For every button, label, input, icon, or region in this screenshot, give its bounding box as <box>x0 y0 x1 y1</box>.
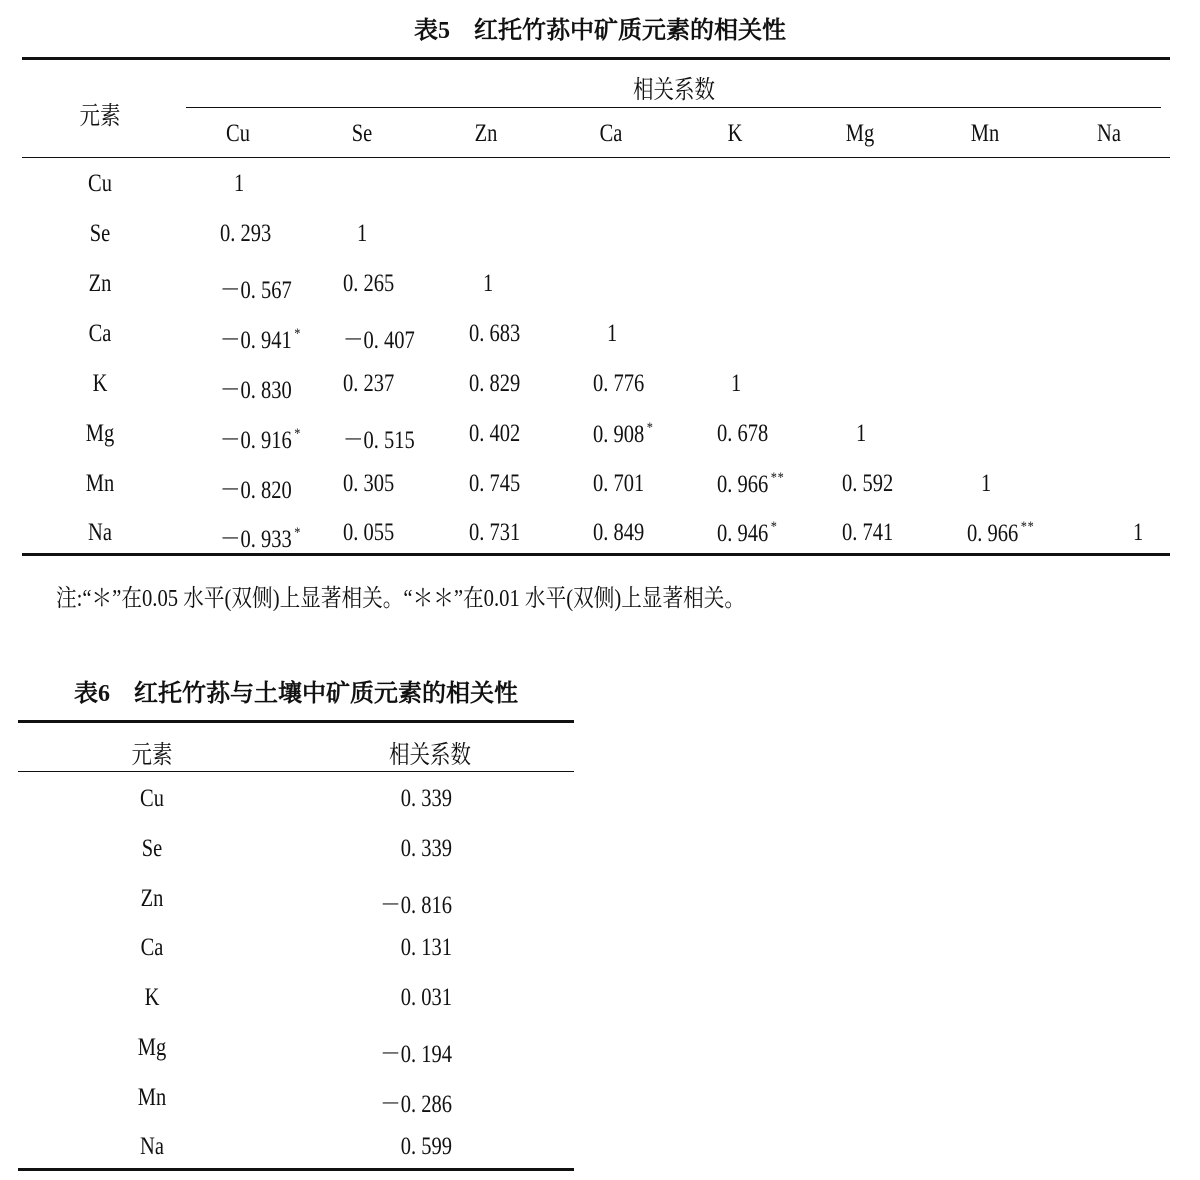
table6-element: Se <box>141 835 163 862</box>
significance-mark: * <box>646 420 654 436</box>
table5-cell <box>593 370 644 398</box>
table5-row-label-mg: Mg <box>85 420 115 447</box>
table5-row-label-na: Na <box>88 519 112 546</box>
table6-header-element: 元素 <box>131 742 173 769</box>
table5-cell-value: －0. 407 <box>343 327 415 354</box>
table5-bottom-rule <box>22 553 1170 556</box>
table5-cell <box>343 270 394 298</box>
table5-cell <box>220 370 292 406</box>
table6-element: Mg <box>137 1034 167 1061</box>
table6-header-coef: 相关系数 <box>388 742 471 769</box>
table5-cell <box>593 420 654 449</box>
table5-cell <box>967 519 1035 548</box>
table5-row-header: 元素 <box>79 103 121 130</box>
table5-cell-value: －0. 916 <box>220 427 292 454</box>
table5-cell-value: 1 <box>483 270 494 297</box>
table5-cell <box>717 420 768 448</box>
table5-cell <box>856 420 866 448</box>
table5-cell-value: 0. 966 <box>967 520 1019 547</box>
table5-row-label-ca: Ca <box>88 320 112 347</box>
table6-coefficient: 0. 031 <box>400 984 452 1011</box>
table5-col-header-mn: Mn <box>970 120 1000 147</box>
table5-cell <box>343 320 415 356</box>
table5-cell-value: 0. 237 <box>343 370 395 397</box>
table5-cell-value: －0. 933 <box>220 526 292 553</box>
table5-top-rule <box>22 57 1170 60</box>
table6-coefficient: －0. 816 <box>380 892 452 919</box>
table5-cell-value: 1 <box>1133 519 1144 546</box>
table6-element: K <box>144 984 160 1011</box>
table6-coefficient: 0. 599 <box>400 1133 452 1160</box>
table6-element: Ca <box>140 934 164 961</box>
significance-mark: * <box>770 519 778 535</box>
table5-cell <box>343 519 394 547</box>
table5-cell <box>469 320 520 348</box>
significance-mark: * <box>294 326 302 342</box>
table5-cell <box>357 220 367 248</box>
table5-cell-value: 0. 829 <box>469 370 521 397</box>
table5-col-header-se: Se <box>351 120 373 147</box>
table6-element: Na <box>140 1133 164 1160</box>
table5-cell <box>469 370 520 398</box>
table5-cell <box>483 270 493 298</box>
table5-cell-value: －0. 515 <box>343 427 415 454</box>
table5-cell <box>607 320 617 348</box>
table5-cell-value: 0. 701 <box>593 470 645 497</box>
table5-cell <box>220 470 292 506</box>
table5-cell <box>220 420 301 456</box>
table5-cell <box>343 370 394 398</box>
table5-cell <box>469 420 520 448</box>
table5-cell-value: 0. 592 <box>842 470 894 497</box>
table5-cell-value: 1 <box>856 420 867 447</box>
table5-cell <box>343 470 394 498</box>
table6-bottom-rule <box>18 1168 574 1171</box>
table5-col-header-na: Na <box>1097 120 1121 147</box>
table6-element: Cu <box>140 785 164 812</box>
table5-cell <box>717 470 785 499</box>
table5-cell <box>842 519 893 547</box>
significance-mark: ** <box>1020 519 1035 535</box>
table5-cell <box>1133 519 1143 547</box>
table5-col-header-cu: Cu <box>226 120 250 147</box>
table6-coefficient: 0. 131 <box>400 934 452 961</box>
table5-col-header-mg: Mg <box>845 120 875 147</box>
table5-cell-value: 0. 265 <box>343 270 395 297</box>
table5-cell <box>717 519 778 548</box>
table5-cell-value: 0. 678 <box>717 420 769 447</box>
table5-cell-value: 0. 305 <box>343 470 395 497</box>
table5-cell-value: 0. 683 <box>469 320 521 347</box>
table5-cell-value: 1 <box>607 320 618 347</box>
table6-coefficient: －0. 194 <box>380 1041 452 1068</box>
table5-cell <box>981 470 991 498</box>
table5-cell-value: 1 <box>981 470 992 497</box>
table6-top-rule <box>18 720 574 723</box>
table5-cell-value: 0. 966 <box>717 471 769 498</box>
table5-row-label-mn: Mn <box>85 470 115 497</box>
table5-group-rule <box>186 107 1161 108</box>
table5-cell-value: －0. 820 <box>220 477 292 504</box>
table5-cell-value: 0. 946 <box>717 520 769 547</box>
table5-cell-value: －0. 941 <box>220 327 292 354</box>
table5-cell-value: 0. 731 <box>469 519 521 546</box>
table5-cell-value: 0. 745 <box>469 470 521 497</box>
table5-cell-value: －0. 830 <box>220 377 292 404</box>
table5-cell <box>234 170 244 198</box>
table5-cell-value: 0. 402 <box>469 420 521 447</box>
table6-coefficient: 0. 339 <box>400 835 452 862</box>
table5-col-header-zn: Zn <box>474 120 498 147</box>
significance-mark: * <box>294 426 302 442</box>
table5-cell-value: －0. 567 <box>220 277 292 304</box>
table5-col-header-ca: Ca <box>599 120 623 147</box>
table5-cell <box>220 270 292 306</box>
table5-cell <box>220 320 301 356</box>
table5-cell-value: 0. 741 <box>842 519 894 546</box>
table5-cell-value: 0. 293 <box>220 220 272 247</box>
table6-coefficient: 0. 339 <box>400 785 452 812</box>
table5-row-label-se: Se <box>89 220 111 247</box>
table5-cell <box>220 519 301 555</box>
table6-caption: 表6 红托竹荪与土壤中矿质元素的相关性 <box>74 681 518 707</box>
significance-mark: * <box>294 525 302 541</box>
table5-cell <box>731 370 741 398</box>
table5-cell <box>343 420 415 456</box>
table5-cell-value: 1 <box>234 170 245 197</box>
table6-element: Zn <box>140 885 164 912</box>
table6-element: Mn <box>137 1084 167 1111</box>
table5-cell-value: 0. 908 <box>593 421 645 448</box>
table5-row-label-k: K <box>92 370 108 397</box>
table6-header-rule <box>18 771 574 772</box>
table5-cell-value: 1 <box>731 370 742 397</box>
table5-cell-value: 0. 055 <box>343 519 395 546</box>
table5-cell-value: 0. 776 <box>593 370 645 397</box>
table5-cell <box>593 470 644 498</box>
table5-group-header: 相关系数 <box>632 77 715 104</box>
table5-caption: 表5 红托竹荪中矿质元素的相关性 <box>414 18 786 44</box>
table5-col-header-k: K <box>727 120 743 147</box>
table5-cell <box>469 470 520 498</box>
table5-row-label-cu: Cu <box>88 170 112 197</box>
table5-cell-value: 0. 849 <box>593 519 645 546</box>
table5-cell <box>469 519 520 547</box>
table5-cell-value: 1 <box>357 220 368 247</box>
table5-cell <box>220 220 271 248</box>
table5-row-label-zn: Zn <box>88 270 112 297</box>
table5-cell <box>842 470 893 498</box>
table5-note: 注:“＊”在0.05 水平(双侧)上显著相关。“＊＊”在0.01 水平(双侧)上显著相关。 <box>56 586 746 612</box>
table5-cell <box>593 519 644 547</box>
table5-header-rule <box>22 157 1170 158</box>
table6-coefficient: －0. 286 <box>380 1091 452 1118</box>
significance-mark: ** <box>770 470 785 486</box>
